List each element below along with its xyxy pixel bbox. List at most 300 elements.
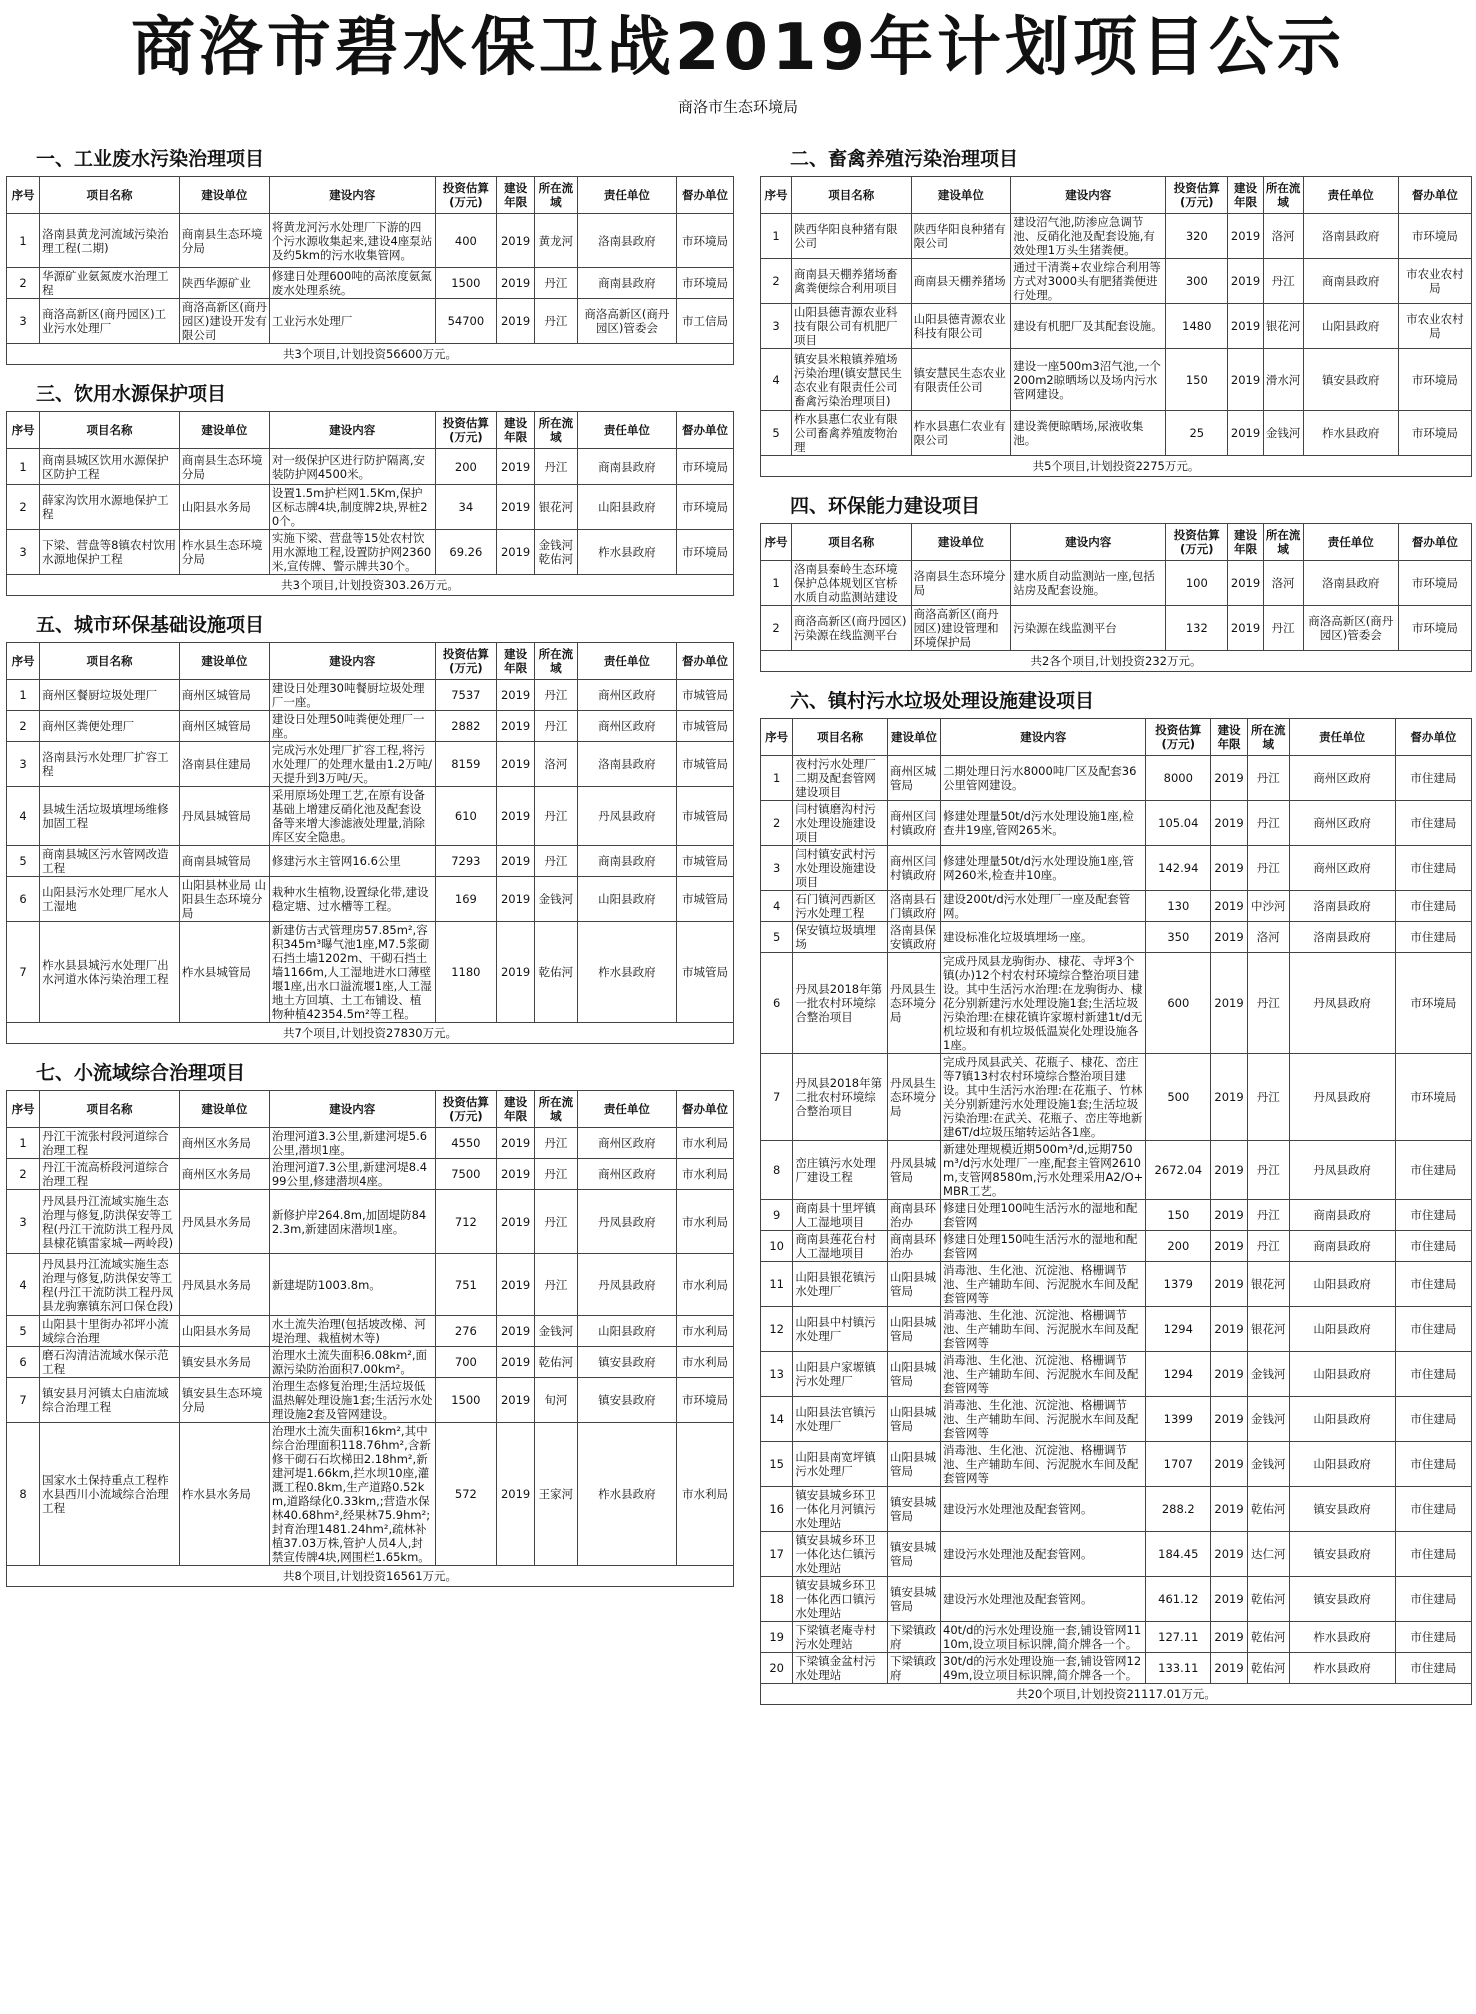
table-cell: 商南县环治办 (887, 1200, 940, 1231)
table-row (761, 953, 1472, 1054)
table-cell: 金钱河 (1248, 1442, 1290, 1487)
column-header: 所在流域 (535, 177, 578, 214)
table-cell: 2019 (497, 1316, 535, 1347)
table-cell: 6 (7, 1347, 40, 1378)
table-cell: 2672.04 (1146, 1141, 1211, 1200)
table-cell: 丹江 (1248, 1054, 1290, 1141)
table-cell: 丹凤县城管局 (887, 1141, 940, 1200)
table-cell: 建水质自动监测站一座,包括站房及配套设施。 (1011, 561, 1166, 606)
table-cell: 商南县城区饮用水源保护区防护工程 (40, 449, 180, 485)
table-cell: 30t/d的污水处理设施一套,铺设管网1249m,设立项目标识牌,简介牌各一个。 (941, 1653, 1146, 1684)
table-cell: 柞水县城管局 (179, 922, 269, 1023)
table-cell: 镇安县政府 (1289, 1487, 1395, 1532)
table-cell: 2019 (497, 1190, 535, 1254)
table-cell: 3 (7, 299, 40, 344)
table-row (761, 259, 1472, 304)
table-cell: 市环境局 (677, 485, 734, 530)
summary-text: 共3个项目,计划投资303.26万元。 (7, 575, 734, 596)
table-cell: 薛家沟饮用水源地保护工程 (40, 485, 180, 530)
table-cell: 治理河道7.3公里,新建河堤8.499公里,修建潜坝4座。 (269, 1159, 435, 1190)
table-cell: 污染源在线监测平台 (1011, 606, 1166, 651)
table-cell: 2019 (1228, 214, 1263, 259)
column-header: 序号 (7, 177, 40, 214)
table-cell: 丹凤县政府 (1289, 1054, 1395, 1141)
table-cell: 7 (7, 1378, 40, 1423)
table-cell: 2 (7, 485, 40, 530)
table-cell: 山阳县德青源农业科技有限公司 (911, 304, 1011, 349)
table-cell: 2019 (497, 1347, 535, 1378)
table-cell: 下梁镇政府 (887, 1622, 940, 1653)
table-cell: 2 (761, 259, 792, 304)
table-cell: 洛南县秦岭生态环境保护总体规划区官桥水质自动监测站建设 (792, 561, 912, 606)
table-cell: 修建污水主管网16.6公里 (269, 846, 435, 877)
table-cell: 丹凤县政府 (577, 1254, 676, 1316)
table-cell: 山阳县林业局 山阳县生态环境分局 (179, 877, 269, 922)
section-title: 二、畜禽养殖污染治理项目 (790, 148, 1019, 170)
table-cell: 2019 (1211, 1352, 1248, 1397)
table-cell: 商洛高新区(商丹园区)管委会 (1303, 606, 1398, 651)
summary-row (761, 651, 1472, 672)
column-header: 项目名称 (40, 177, 180, 214)
table-cell: 消毒池、生化池、沉淀池、格栅调节池、生产辅助车间、污泥脱水车间及配套管网等 (941, 1397, 1146, 1442)
table-cell: 消毒池、生化池、沉淀池、格栅调节池、生产辅助车间、污泥脱水车间及配套管网等 (941, 1262, 1146, 1307)
table-cell: 镇安县城乡环卫一体化月河镇污水处理站 (793, 1487, 888, 1532)
section-title: 六、镇村污水垃圾处理设施建设项目 (790, 690, 1095, 712)
table-cell: 石门镇河西新区污水处理工程 (793, 891, 888, 922)
table-cell: 400 (435, 214, 497, 268)
table-cell: 山阳县政府 (1289, 1442, 1395, 1487)
table-cell: 7537 (435, 680, 497, 711)
table-cell: 350 (1146, 922, 1211, 953)
table-cell: 丹江 (1248, 953, 1290, 1054)
table-cell: 丹江 (1248, 1200, 1290, 1231)
table-cell: 下梁镇金盆村污水处理站 (793, 1653, 888, 1684)
table-cell: 2019 (1211, 1231, 1248, 1262)
table-cell: 镇安县政府 (1289, 1577, 1395, 1622)
table-cell: 二期处理日污水8000吨厂区及配套36公里管网建设。 (941, 756, 1146, 801)
project-table (6, 176, 734, 365)
table-header-row (7, 643, 734, 680)
table-cell: 2019 (1211, 1397, 1248, 1442)
column-header: 所在流域 (535, 412, 578, 449)
table-cell: 130 (1146, 891, 1211, 922)
table-cell: 2019 (1211, 1532, 1248, 1577)
table-cell: 柞水县政府 (577, 1423, 676, 1566)
table-cell: 镇安县生态环境分局 (179, 1378, 269, 1423)
table-cell: 25 (1166, 411, 1228, 456)
table-cell: 2019 (497, 485, 535, 530)
table-cell: 山阳县政府 (1303, 304, 1398, 349)
table-cell: 丹江 (535, 449, 578, 485)
table-row (761, 214, 1472, 259)
table-cell: 20 (761, 1653, 793, 1684)
table-header-row (761, 177, 1472, 214)
table-cell: 市住建局 (1395, 756, 1471, 801)
table-cell: 150 (1146, 1200, 1211, 1231)
table-cell: 乾佑河 (535, 922, 578, 1023)
table-row (761, 1442, 1472, 1487)
table-cell: 5 (761, 411, 792, 456)
table-row (7, 922, 734, 1023)
table-cell: 山阳县政府 (1289, 1307, 1395, 1352)
table-cell: 1379 (1146, 1262, 1211, 1307)
table-cell: 丹凤县水务局 (179, 1254, 269, 1316)
table-cell: 乾佑河 (1248, 1487, 1290, 1532)
column-header: 所在流域 (535, 643, 578, 680)
table-cell: 市住建局 (1395, 1622, 1471, 1653)
column-header: 所在流域 (535, 1091, 578, 1128)
column-header: 序号 (761, 719, 793, 756)
table-cell: 消毒池、生化池、沉淀池、格栅调节池、生产辅助车间、污泥脱水车间及配套管网等 (941, 1307, 1146, 1352)
table-cell: 山阳县户家塬镇污水处理厂 (793, 1352, 888, 1397)
column-header: 建设内容 (941, 719, 1146, 756)
table-cell: 商州区城管局 (179, 680, 269, 711)
table-cell: 洛南县生态环境分局 (911, 561, 1011, 606)
table-row (7, 485, 734, 530)
table-cell: 市环境局 (677, 1378, 734, 1423)
column-header: 建设单位 (911, 177, 1011, 214)
table-cell: 169 (435, 877, 497, 922)
column-header: 督办单位 (677, 643, 734, 680)
table-cell: 建设有机肥厂及其配套设施。 (1011, 304, 1166, 349)
table-cell: 2019 (1211, 1200, 1248, 1231)
table-cell: 2019 (497, 1254, 535, 1316)
table-row (761, 1141, 1472, 1200)
table-cell: 将黄龙河污水处理厂下游的四个污水源收集起来,建设4座泵站及约5km的污水收集管网。 (269, 214, 435, 268)
column-header: 督办单位 (677, 412, 734, 449)
table-cell: 山阳县十里街办祁坪小流域综合治理 (40, 1316, 180, 1347)
summary-row (7, 1023, 734, 1044)
table-cell: 40t/d的污水处理设施一套,铺设管网1110m,设立项目标识牌,简介牌各一个。 (941, 1622, 1146, 1653)
table-cell: 276 (435, 1316, 497, 1347)
table-cell: 柞水县政府 (577, 922, 676, 1023)
table-cell: 乾佑河 (1248, 1653, 1290, 1684)
table-row (761, 891, 1472, 922)
table-cell: 修建日处理600吨的高浓度氨氮废水处理系统。 (269, 268, 435, 299)
table-cell: 乾佑河 (1248, 1577, 1290, 1622)
table-cell: 市住建局 (1395, 891, 1471, 922)
table-cell: 柞水县政府 (1289, 1622, 1395, 1653)
table-cell: 柞水县政府 (1303, 411, 1398, 456)
table-cell: 2019 (497, 846, 535, 877)
table-cell: 142.94 (1146, 846, 1211, 891)
table-cell: 丹凤县政府 (1289, 953, 1395, 1054)
table-cell: 市环境局 (1398, 606, 1471, 651)
table-cell: 2 (7, 268, 40, 299)
table-cell: 市环境局 (1398, 214, 1471, 259)
table-cell: 2019 (497, 877, 535, 922)
table-cell: 2019 (1211, 1442, 1248, 1487)
column-header: 投资估算(万元) (1146, 719, 1211, 756)
table-cell: 金钱河 (535, 877, 578, 922)
right-column (760, 140, 1472, 1715)
table-row (761, 1200, 1472, 1231)
table-cell: 市水利局 (677, 1159, 734, 1190)
table-cell: 2019 (497, 787, 535, 846)
table-cell: 中沙河 (1248, 891, 1290, 922)
table-cell: 磨石沟清洁流域水保示范工程 (40, 1347, 180, 1378)
table-cell: 市水利局 (677, 1316, 734, 1347)
table-cell: 柞水县生态环境分局 (179, 530, 269, 575)
table-cell: 6 (761, 953, 793, 1054)
table-row (7, 846, 734, 877)
project-table (6, 642, 734, 1044)
table-cell: 峦庄镇污水处理厂建设工程 (793, 1141, 888, 1200)
column-header: 建设年限 (497, 412, 535, 449)
table-cell: 288.2 (1146, 1487, 1211, 1532)
table-row (7, 680, 734, 711)
table-cell: 1 (761, 561, 792, 606)
table-cell: 镇安慧民生态农业有限责任公司 (911, 349, 1011, 411)
table-cell: 闫村镇安武村污水处理设施建设项目 (793, 846, 888, 891)
section-title: 三、饮用水源保护项目 (36, 383, 227, 405)
table-cell: 1 (7, 214, 40, 268)
table-cell: 完成丹凤县龙驹街办、棣花、寺坪3个镇(办)12个村农村环境综合整治项目建设。其中生活污水治理:在龙驹街办、棣花分别新建污水处理设施1套;生活垃圾污染治理:在棣花镇许家塬村新建1t/d无机垃圾和有机垃圾低温炭化处理设施各1座。 (941, 953, 1146, 1054)
table-row (7, 1316, 734, 1347)
summary-row (7, 575, 734, 596)
table-header-row (761, 719, 1472, 756)
column-header: 责任单位 (1303, 524, 1398, 561)
table-cell: 1 (761, 214, 792, 259)
table-cell: 商洛高新区(商丹园区)建设开发有限公司 (179, 299, 269, 344)
table-cell: 丹凤县政府 (1289, 1141, 1395, 1200)
table-cell: 保安镇垃圾填埋场 (793, 922, 888, 953)
table-cell: 洛河 (1263, 561, 1303, 606)
column-header: 项目名称 (40, 412, 180, 449)
table-cell: 丹江 (1263, 606, 1303, 651)
table-cell: 600 (1146, 953, 1211, 1054)
table-cell: 金钱河 (1248, 1352, 1290, 1397)
table-cell: 丹江 (1248, 801, 1290, 846)
table-cell: 市城管局 (677, 846, 734, 877)
table-cell: 丹凤县2018年第二批农村环境综合整治项目 (793, 1054, 888, 1141)
table-cell: 滑水河 (1263, 349, 1303, 411)
table-cell: 建设污水处理池及配套管网。 (941, 1487, 1146, 1532)
table-cell: 200 (1146, 1231, 1211, 1262)
table-cell: 洛南县政府 (577, 214, 676, 268)
table-row (7, 1347, 734, 1378)
table-cell: 镇安县城管局 (887, 1487, 940, 1532)
table-cell: 2 (7, 711, 40, 742)
table-cell: 商州区政府 (1289, 756, 1395, 801)
table-cell: 2019 (1228, 304, 1263, 349)
table-cell: 丹凤县政府 (577, 1190, 676, 1254)
table-cell: 治理水土流失面积6.08km²,面源污染防治面积7.00km²。 (269, 1347, 435, 1378)
table-cell: 水土流失治理(包括坡改梯、河堤治理、栽植树木等) (269, 1316, 435, 1347)
table-cell: 7 (7, 922, 40, 1023)
table-cell: 3 (7, 742, 40, 787)
table-cell: 市城管局 (677, 877, 734, 922)
table-cell: 2019 (1211, 1653, 1248, 1684)
column-header: 督办单位 (677, 177, 734, 214)
table-cell: 达仁河 (1248, 1532, 1290, 1577)
table-cell: 3 (761, 846, 793, 891)
table-cell: 商州区政府 (1289, 846, 1395, 891)
summary-row (7, 344, 734, 365)
table-cell: 镇安县政府 (1289, 1532, 1395, 1577)
column-header: 建设单位 (179, 177, 269, 214)
column-header: 督办单位 (1398, 524, 1471, 561)
table-cell: 修建日处理100吨生活污水的湿地和配套管网 (941, 1200, 1146, 1231)
column-header: 建设单位 (179, 643, 269, 680)
column-header: 项目名称 (40, 643, 180, 680)
table-cell: 7500 (435, 1159, 497, 1190)
table-cell: 5 (761, 922, 793, 953)
table-cell: 洛南县保安镇政府 (887, 922, 940, 953)
project-table (6, 1090, 734, 1587)
table-cell: 建设污水处理池及配套管网。 (941, 1532, 1146, 1577)
table-cell: 商南县环治办 (887, 1231, 940, 1262)
table-row (761, 561, 1472, 606)
column-header: 项目名称 (792, 177, 912, 214)
summary-text: 共20个项目,计划投资21117.01万元。 (761, 1684, 1472, 1705)
table-cell: 夜村污水处理厂二期及配套管网建设项目 (793, 756, 888, 801)
table-cell: 市环境局 (677, 530, 734, 575)
table-cell: 陕西华阳良种猪有限公司 (792, 214, 912, 259)
table-cell: 1480 (1166, 304, 1228, 349)
table-row (761, 1352, 1472, 1397)
table-cell: 2019 (497, 449, 535, 485)
table-cell: 2882 (435, 711, 497, 742)
column-header: 序号 (7, 1091, 40, 1128)
table-cell: 市环境局 (1398, 561, 1471, 606)
table-cell: 丹凤县水务局 (179, 1190, 269, 1254)
table-row (7, 787, 734, 846)
table-cell: 4 (7, 787, 40, 846)
summary-text: 共2各个项目,计划投资232万元。 (761, 651, 1472, 672)
column-header: 序号 (761, 177, 792, 214)
table-cell: 105.04 (1146, 801, 1211, 846)
table-row (7, 1128, 734, 1159)
column-header: 督办单位 (1398, 177, 1471, 214)
table-cell: 建设粪便晾晒场,尿液收集池。 (1011, 411, 1166, 456)
table-cell: 2019 (1211, 1141, 1248, 1200)
table-cell: 完成污水处理厂扩容工程,将污水处理厂的处理水量由1.2万吨/天提升到3万吨/天。 (269, 742, 435, 787)
table-cell: 洛南县石门镇政府 (887, 891, 940, 922)
section-title: 七、小流域综合治理项目 (36, 1062, 246, 1084)
table-cell: 市环境局 (677, 268, 734, 299)
table-cell: 市住建局 (1395, 1487, 1471, 1532)
table-cell: 山阳县城管局 (887, 1352, 940, 1397)
column-header: 投资估算(万元) (435, 643, 497, 680)
table-cell: 商州区政府 (1289, 801, 1395, 846)
table-cell: 市城管局 (677, 787, 734, 846)
table-cell: 山阳县政府 (577, 485, 676, 530)
table-cell: 修建日处理150吨生活污水的湿地和配套管网 (941, 1231, 1146, 1262)
table-cell: 镇安县政府 (1303, 349, 1398, 411)
table-cell: 银花河 (1263, 304, 1303, 349)
table-cell: 商州区政府 (577, 680, 676, 711)
column-header: 建设年限 (497, 177, 535, 214)
publisher: 商洛市生态环境局 (677, 98, 798, 116)
table-cell: 商州区政府 (577, 1128, 676, 1159)
summary-text: 共7个项目,计划投资27830万元。 (7, 1023, 734, 1044)
table-cell: 2019 (1228, 606, 1263, 651)
table-cell: 丹凤县丹江流域实施生态治理与修复,防洪保安等工程(丹江干流防洪工程丹凤县棣花镇雷家城—两岭段) (40, 1190, 180, 1254)
column-header: 投资估算(万元) (435, 177, 497, 214)
table-cell: 市环境局 (1398, 411, 1471, 456)
table-cell: 市住建局 (1395, 1532, 1471, 1577)
table-cell: 市环境局 (677, 214, 734, 268)
table-cell: 商州区闫村镇政府 (887, 846, 940, 891)
table-cell: 2019 (1211, 756, 1248, 801)
table-cell: 610 (435, 787, 497, 846)
table-cell: 5 (7, 1316, 40, 1347)
column-header: 责任单位 (577, 1091, 676, 1128)
table-row (7, 449, 734, 485)
table-row (761, 1262, 1472, 1307)
table-cell: 山阳县南宽坪镇污水处理厂 (793, 1442, 888, 1487)
table-cell: 2019 (1211, 922, 1248, 953)
table-cell: 1707 (1146, 1442, 1211, 1487)
table-cell: 建设标准化垃圾填埋场一座。 (941, 922, 1146, 953)
table-cell: 2019 (497, 1159, 535, 1190)
table-cell: 2019 (497, 268, 535, 299)
table-cell: 洛南县政府 (1289, 922, 1395, 953)
table-cell: 消毒池、生化池、沉淀池、格栅调节池、生产辅助车间、污泥脱水车间及配套管网等 (941, 1352, 1146, 1397)
table-cell: 建设日处理30吨餐厨垃圾处理厂一座。 (269, 680, 435, 711)
table-cell: 华源矿业氨氮废水治理工程 (40, 268, 180, 299)
table-cell: 34 (435, 485, 497, 530)
table-cell: 2019 (1211, 1622, 1248, 1653)
table-cell: 市水利局 (677, 1128, 734, 1159)
table-cell: 1 (7, 1128, 40, 1159)
project-table (760, 176, 1472, 477)
table-cell: 通过干清粪+农业综合利用等方式对3000头有肥猪粪便进行处理。 (1011, 259, 1166, 304)
table-cell: 镇安县水务局 (179, 1347, 269, 1378)
table-cell: 69.26 (435, 530, 497, 575)
table-cell: 572 (435, 1423, 497, 1566)
table-cell: 商南县生态环境分局 (179, 449, 269, 485)
table-cell: 镇安县城管局 (887, 1577, 940, 1622)
table-cell: 新修护岸264.8m,加固堤防842.3m,新建固床潜坝1座。 (269, 1190, 435, 1254)
table-cell: 栽种水生植物,设置绿化带,建设稳定塘、过水槽等工程。 (269, 877, 435, 922)
column-header: 投资估算(万元) (435, 1091, 497, 1128)
column-header: 责任单位 (577, 177, 676, 214)
column-header: 所在流域 (1263, 177, 1303, 214)
table-cell: 54700 (435, 299, 497, 344)
table-cell: 1500 (435, 268, 497, 299)
table-cell: 丹江 (1248, 1231, 1290, 1262)
table-cell: 2019 (497, 299, 535, 344)
table-cell: 丹江 (535, 1190, 578, 1254)
table-cell: 10 (761, 1231, 793, 1262)
table-cell: 2019 (1211, 1054, 1248, 1141)
table-cell: 751 (435, 1254, 497, 1316)
table-cell: 镇安县城乡环卫一体化达仁镇污水处理站 (793, 1532, 888, 1577)
table-cell: 下梁镇老庵寺村污水处理站 (793, 1622, 888, 1653)
column-header: 建设单位 (911, 524, 1011, 561)
table-cell: 132 (1166, 606, 1228, 651)
table-cell: 商州区闫村镇政府 (887, 801, 940, 846)
table-cell: 洛南县政府 (1303, 214, 1398, 259)
table-cell: 丹江 (1248, 756, 1290, 801)
table-row (761, 1653, 1472, 1684)
table-cell: 市环境局 (1395, 953, 1471, 1054)
table-cell: 市城管局 (677, 922, 734, 1023)
table-cell: 新建仿古式管理房57.85m²,容积345m³曝气池1座,M7.5浆砌石挡土墙1202m、干砌石挡土墙1166m,人工湿地进水口薄壁堰1座,出水口溢流堰1座,人工湿地土方回填、土工布铺设、植物种植42354.5m²等工程。 (269, 922, 435, 1023)
section-title: 四、环保能力建设项目 (790, 495, 981, 517)
table-row (761, 411, 1472, 456)
column-header: 序号 (7, 643, 40, 680)
table-cell: 商州区城管局 (179, 711, 269, 742)
table-cell: 洛南县政府 (1303, 561, 1398, 606)
table-cell: 镇安县月河镇太白庙流域综合治理工程 (40, 1378, 180, 1423)
table-cell: 4 (7, 1254, 40, 1316)
table-cell: 商州区粪便处理厂 (40, 711, 180, 742)
table-cell: 8159 (435, 742, 497, 787)
table-cell: 14 (761, 1397, 793, 1442)
